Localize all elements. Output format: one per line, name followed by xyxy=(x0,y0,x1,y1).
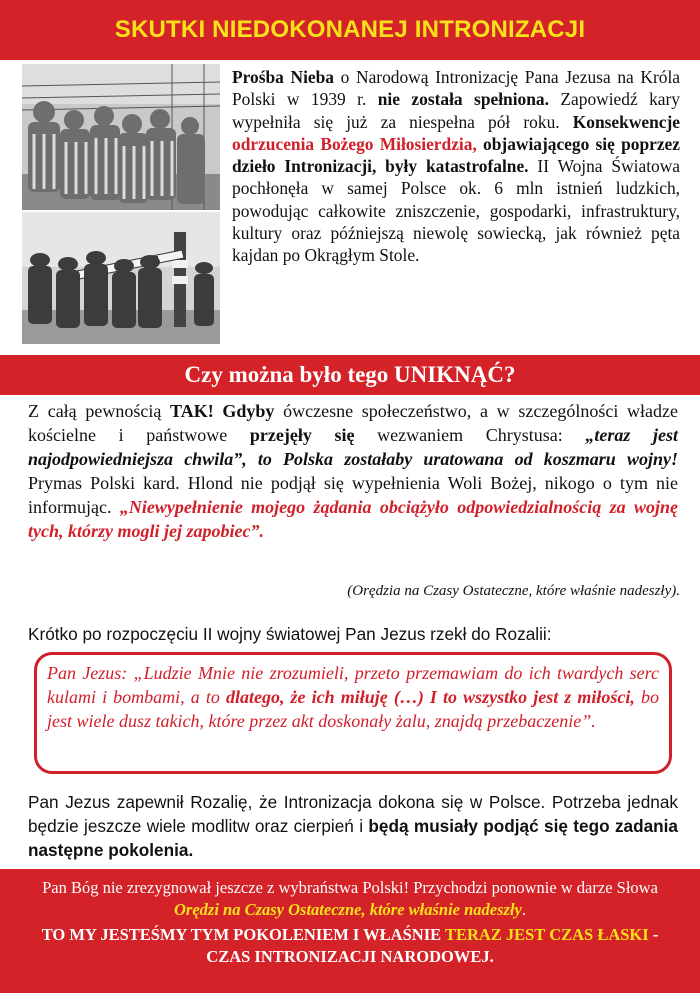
photo-soldiers-barrier xyxy=(22,212,220,344)
answer-red-quote: „Niewypełnienie mojego żądania obciążyło odpowiedzialnością za wojnę tych, którzy mogli jej zapobiec”. xyxy=(28,497,678,541)
answer-text-4: Prymas Polski kard. Hlond nie podjął się wypełnienia Woli Bożej, nikogo o tym nie informując. xyxy=(28,473,678,517)
page-title: SKUTKI NIEDOKONANEJ INTRONIZACJI xyxy=(114,16,586,43)
title-banner xyxy=(0,0,700,60)
answer-text-2: ówczesne społeczeństwo, a w szczególności władze kościelne i państwowe xyxy=(28,401,678,445)
footer-messages-title: Orędzi na Czasy Ostateczne, które właśnie nadeszły xyxy=(173,900,522,919)
intro-lead: Prośba Nieba xyxy=(232,67,334,87)
answer-text-1: Z całą pewnością xyxy=(28,401,171,421)
quote-text-1: Pan Jezus: „Ludzie Mnie nie zrozumieli, przeto przemawiam do ich twardych serc kulami i bombami, a to xyxy=(47,663,659,707)
intro-paragraph xyxy=(232,66,680,267)
footer-text-2: . xyxy=(521,900,526,919)
closing-text: Pan Jezus zapewnił Rozalię, że Intronizacja dokona się w Polsce. Potrzeba jednak będzie jeszcze wiele modlitw oraz cierpień i xyxy=(28,792,678,836)
intro-text-1: o Narodową Intronizację Pana Jezusa na Króla Polski w 1939 r. xyxy=(232,67,680,110)
footer-banner xyxy=(0,869,700,993)
quote-emphasis: dlatego, że ich miłuję (…) I to wszystko jest z miłości, xyxy=(225,687,635,707)
answer-yes: TAK! Gdyby xyxy=(170,401,275,421)
quote-text-2: bo jest wiele dusz takich, które przez akt doskonały żalu, znajdą przebaczenie”. xyxy=(47,687,659,731)
quote-intro: Krótko po rozpoczęciu II wojny światowej Pan Jezus rzekł do Rozalii: xyxy=(28,624,552,644)
closing-paragraph xyxy=(28,790,678,862)
intro-rejection: odrzucenia Bożego Miłosierdzia, xyxy=(232,133,477,154)
footer-call xyxy=(20,924,680,968)
question-banner xyxy=(0,355,700,395)
footer-text-1: Pan Bóg nie zrezygnował jeszcze z wybraństwa Polski! Przychodzi ponownie w darze Słowa xyxy=(42,878,658,897)
source-citation: (Orędzia na Czasy Ostateczne, które właśnie nadeszły). xyxy=(347,583,680,599)
photo-children-camp xyxy=(22,64,220,210)
intro-text-2: Zapowiedź kary wypełniła się już za niespełna pół roku. xyxy=(232,89,680,132)
footer-call-1: TO MY JESTEŚMY TYM POKOLENIEM I WŁAŚNIE xyxy=(41,925,445,944)
question-title: Czy można było tego UNIKNĄĆ? xyxy=(184,362,516,387)
answer-paragraph xyxy=(28,399,678,543)
intro-catastrophic: objawiającego się poprzez dzieło Intronizacji, były katastrofalne. xyxy=(232,133,680,177)
answer-text-3: wezwaniem Chrystusa: xyxy=(354,425,586,445)
intro-text-3: II Wojna Światowa pochłonęła w samej Polsce ok. 6 mln istnień ludzkich, powodując całkowite zniszczenie, gospodarki, infrastruktury, kultury oraz późniejszą niewolę sowiecką, jak również pęta kajdan po Okrągłym Stole. xyxy=(232,156,680,266)
quote-box xyxy=(34,652,672,774)
intro-not-fulfilled: nie została spełniona. xyxy=(377,89,549,110)
footer-call-2: - CZAS INTRONIZACJI NARODOWEJ. xyxy=(206,925,659,966)
footer-note xyxy=(30,877,670,921)
answer-took: przejęły się xyxy=(249,425,355,445)
closing-emphasis: będą musiały podjąć się tego zadania następne pokolenia. xyxy=(28,816,678,860)
intro-consequences: Konsekwencje xyxy=(572,111,680,132)
answer-call-quote: „teraz jest najodpowiedniejsza chwila”, to Polska zostałaby uratowana od koszmaru wojny! xyxy=(28,425,678,469)
footer-call-grace: TERAZ JEST CZAS ŁASKI xyxy=(444,925,649,944)
